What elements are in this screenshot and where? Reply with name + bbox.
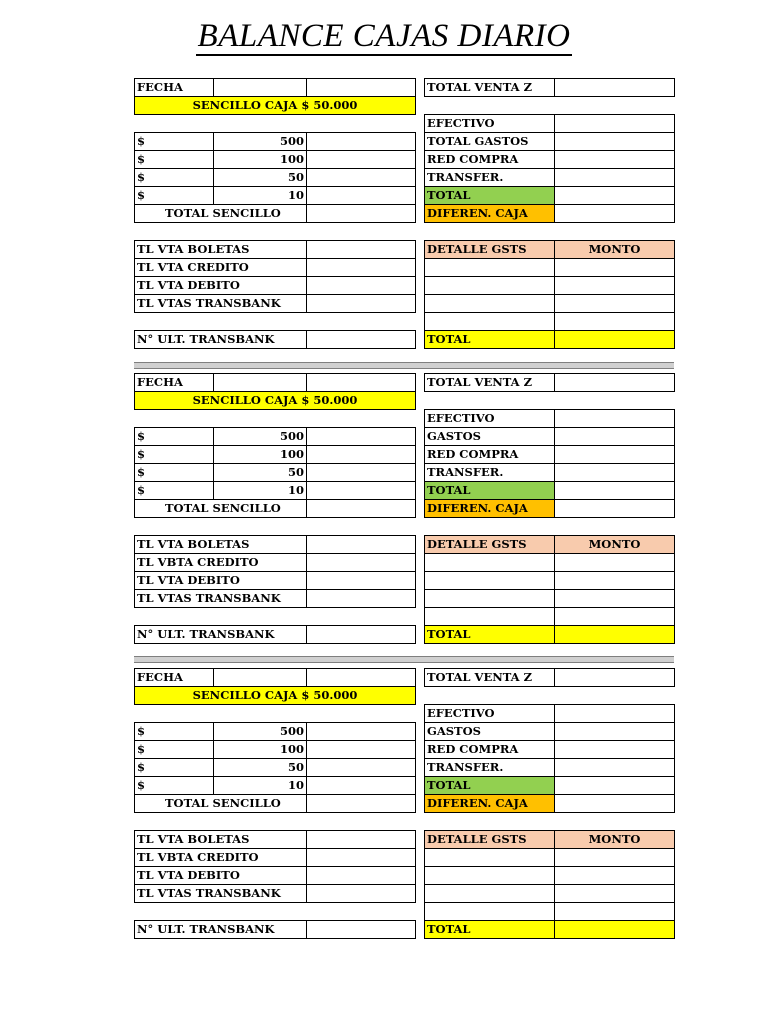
detalle-cell[interactable] <box>425 885 555 903</box>
gastos-total-label: TOTAL <box>425 626 555 644</box>
detalle-row <box>425 554 675 572</box>
gastos-total-row <box>425 331 675 349</box>
detalle-row <box>425 903 675 921</box>
fecha-cell-2[interactable] <box>307 79 416 97</box>
summary-amount-cell[interactable] <box>555 500 675 518</box>
venta-amount-cell[interactable] <box>307 590 416 608</box>
venta-row <box>135 277 416 295</box>
venta-label: TL VTA BOLETAS <box>135 241 307 259</box>
monto-cell[interactable] <box>555 903 675 921</box>
venta-label: TL VTAS TRANSBANK <box>135 295 307 313</box>
coin-denomination: 10 <box>214 482 307 500</box>
sencillo-row <box>135 97 416 115</box>
coin-row <box>135 759 416 777</box>
fecha-cell-2[interactable] <box>307 669 416 687</box>
coin-symbol: $ <box>135 446 214 464</box>
gastos-total-cell[interactable] <box>555 331 675 349</box>
total-sencillo-row <box>135 500 416 518</box>
venta-row <box>135 259 416 277</box>
ult-transbank-label: N° ULT. TRANSBANK <box>135 331 307 349</box>
venta-label: TL VTA BOLETAS <box>135 831 307 849</box>
summary-label: GASTOS <box>425 428 555 446</box>
coin-denomination: 500 <box>214 428 307 446</box>
ult-transbank-row <box>135 331 416 349</box>
coin-denomination: 10 <box>214 187 307 205</box>
venta-amount-cell[interactable] <box>307 572 416 590</box>
total-sencillo-label: TOTAL SENCILLO <box>135 795 307 813</box>
venta-label: TL VTAS TRANSBANK <box>135 885 307 903</box>
coin-denomination: 100 <box>214 151 307 169</box>
left-table <box>134 668 416 939</box>
venta-label: TL VTA BOLETAS <box>135 536 307 554</box>
coin-symbol: $ <box>135 759 214 777</box>
summary-row <box>425 169 675 187</box>
venta-amount-cell[interactable] <box>307 849 416 867</box>
sencillo-row <box>135 392 416 410</box>
detalle-cell[interactable] <box>425 572 555 590</box>
total-sencillo-label: TOTAL SENCILLO <box>135 205 307 223</box>
monto-cell[interactable] <box>555 313 675 331</box>
coin-row <box>135 133 416 151</box>
total-venta-z-label: TOTAL VENTA Z <box>425 669 555 687</box>
block-separator <box>134 656 674 663</box>
coin-amount-cell[interactable] <box>307 133 416 151</box>
coin-denomination: 500 <box>214 133 307 151</box>
monto-header: MONTO <box>555 536 675 554</box>
summary-amount-cell[interactable] <box>555 795 675 813</box>
summary-amount-cell[interactable] <box>555 187 675 205</box>
total-venta-z-row <box>425 79 675 97</box>
total-sencillo-cell[interactable] <box>307 205 416 223</box>
coin-amount-cell[interactable] <box>307 187 416 205</box>
detalle-gsts-header: DETALLE GSTS <box>425 831 555 849</box>
venta-row <box>135 831 416 849</box>
monto-cell[interactable] <box>555 277 675 295</box>
summary-amount-cell[interactable] <box>555 723 675 741</box>
coin-row <box>135 741 416 759</box>
balance-block <box>0 78 768 368</box>
monto-cell[interactable] <box>555 849 675 867</box>
coin-amount-cell[interactable] <box>307 482 416 500</box>
summary-row <box>425 410 675 428</box>
detalle-header-row <box>425 831 675 849</box>
venta-label: TL VTA CREDITO <box>135 259 307 277</box>
detalle-row <box>425 590 675 608</box>
summary-row <box>425 115 675 133</box>
coin-denomination: 100 <box>214 446 307 464</box>
coin-row <box>135 187 416 205</box>
fecha-row <box>135 79 416 97</box>
detalle-header-row <box>425 536 675 554</box>
page-title-text: BALANCE CAJAS DIARIO <box>197 18 571 54</box>
detalle-row <box>425 259 675 277</box>
left-table <box>134 78 416 349</box>
coin-row <box>135 446 416 464</box>
detalle-row <box>425 277 675 295</box>
monto-header: MONTO <box>555 831 675 849</box>
coin-denomination: 50 <box>214 169 307 187</box>
coin-symbol: $ <box>135 187 214 205</box>
monto-cell[interactable] <box>555 554 675 572</box>
left-table <box>134 373 416 644</box>
summary-row <box>425 187 675 205</box>
summary-label: RED COMPRA <box>425 741 555 759</box>
summary-row <box>425 464 675 482</box>
venta-label: TL VTA DEBITO <box>135 277 307 295</box>
detalle-gsts-header: DETALLE GSTS <box>425 241 555 259</box>
summary-amount-cell[interactable] <box>555 777 675 795</box>
total-sencillo-row <box>135 205 416 223</box>
summary-label: TRANSFER. <box>425 464 555 482</box>
fecha-cell-1[interactable] <box>214 669 307 687</box>
coin-amount-cell[interactable] <box>307 464 416 482</box>
right-table <box>424 373 675 644</box>
venta-row <box>135 536 416 554</box>
venta-label: TL VTA DEBITO <box>135 572 307 590</box>
fecha-cell-1[interactable] <box>214 374 307 392</box>
total-venta-z-label: TOTAL VENTA Z <box>425 374 555 392</box>
balance-block <box>0 668 768 958</box>
total-venta-z-row <box>425 669 675 687</box>
total-sencillo-cell[interactable] <box>307 500 416 518</box>
coin-denomination: 100 <box>214 741 307 759</box>
gastos-total-cell[interactable] <box>555 921 675 939</box>
detalle-row <box>425 885 675 903</box>
summary-label: EFECTIVO <box>425 410 555 428</box>
coin-symbol: $ <box>135 741 214 759</box>
detalle-cell[interactable] <box>425 295 555 313</box>
detalle-row <box>425 572 675 590</box>
detalle-cell[interactable] <box>425 554 555 572</box>
summary-row <box>425 482 675 500</box>
fecha-row <box>135 374 416 392</box>
summary-row <box>425 777 675 795</box>
coin-denomination: 10 <box>214 777 307 795</box>
block-separator <box>134 362 674 369</box>
coin-amount-cell[interactable] <box>307 446 416 464</box>
coin-row <box>135 777 416 795</box>
monto-cell[interactable] <box>555 867 675 885</box>
detalle-cell[interactable] <box>425 608 555 626</box>
summary-row <box>425 759 675 777</box>
coin-symbol: $ <box>135 777 214 795</box>
total-venta-z-label: TOTAL VENTA Z <box>425 79 555 97</box>
summary-amount-cell[interactable] <box>555 482 675 500</box>
gastos-total-label: TOTAL <box>425 921 555 939</box>
venta-amount-cell[interactable] <box>307 277 416 295</box>
total-venta-z-cell[interactable] <box>555 79 675 97</box>
monto-cell[interactable] <box>555 590 675 608</box>
venta-label: TL VTAS TRANSBANK <box>135 590 307 608</box>
ult-transbank-cell[interactable] <box>307 331 416 349</box>
coin-row <box>135 482 416 500</box>
venta-row <box>135 295 416 313</box>
coin-symbol: $ <box>135 482 214 500</box>
venta-row <box>135 849 416 867</box>
summary-label: DIFEREN. CAJA <box>425 795 555 813</box>
monto-cell[interactable] <box>555 572 675 590</box>
detalle-cell[interactable] <box>425 277 555 295</box>
venta-amount-cell[interactable] <box>307 867 416 885</box>
venta-row <box>135 241 416 259</box>
fecha-label: FECHA <box>135 79 214 97</box>
summary-amount-cell[interactable] <box>555 759 675 777</box>
summary-label: RED COMPRA <box>425 151 555 169</box>
venta-label: TL VBTA CREDITO <box>135 554 307 572</box>
sencillo-caja-label: SENCILLO CAJA $ 50.000 <box>135 97 416 115</box>
ult-transbank-cell[interactable] <box>307 626 416 644</box>
detalle-cell[interactable] <box>425 867 555 885</box>
coin-symbol: $ <box>135 723 214 741</box>
sencillo-caja-label: SENCILLO CAJA $ 50.000 <box>135 687 416 705</box>
summary-label: DIFEREN. CAJA <box>425 500 555 518</box>
summary-label: DIFEREN. CAJA <box>425 205 555 223</box>
total-sencillo-cell[interactable] <box>307 795 416 813</box>
coin-amount-cell[interactable] <box>307 741 416 759</box>
summary-row <box>425 428 675 446</box>
total-sencillo-label: TOTAL SENCILLO <box>135 500 307 518</box>
summary-label: EFECTIVO <box>425 115 555 133</box>
total-venta-z-cell[interactable] <box>555 374 675 392</box>
summary-amount-cell[interactable] <box>555 741 675 759</box>
detalle-cell[interactable] <box>425 313 555 331</box>
coin-symbol: $ <box>135 133 214 151</box>
detalle-cell[interactable] <box>425 259 555 277</box>
summary-amount-cell[interactable] <box>555 151 675 169</box>
venta-amount-cell[interactable] <box>307 554 416 572</box>
balance-block <box>0 373 768 663</box>
summary-row <box>425 205 675 223</box>
summary-label: TOTAL <box>425 187 555 205</box>
sencillo-caja-label: SENCILLO CAJA $ 50.000 <box>135 392 416 410</box>
detalle-row <box>425 295 675 313</box>
monto-cell[interactable] <box>555 608 675 626</box>
detalle-cell[interactable] <box>425 903 555 921</box>
coin-symbol: $ <box>135 428 214 446</box>
monto-cell[interactable] <box>555 259 675 277</box>
venta-row <box>135 554 416 572</box>
summary-label: TOTAL <box>425 482 555 500</box>
summary-row <box>425 151 675 169</box>
fecha-label: FECHA <box>135 669 214 687</box>
total-sencillo-row <box>135 795 416 813</box>
venta-amount-cell[interactable] <box>307 295 416 313</box>
coin-amount-cell[interactable] <box>307 428 416 446</box>
coin-denomination: 500 <box>214 723 307 741</box>
monto-cell[interactable] <box>555 295 675 313</box>
coin-row <box>135 723 416 741</box>
summary-row <box>425 446 675 464</box>
monto-cell[interactable] <box>555 885 675 903</box>
coin-row <box>135 464 416 482</box>
fecha-cell-1[interactable] <box>214 79 307 97</box>
coin-amount-cell[interactable] <box>307 759 416 777</box>
summary-amount-cell[interactable] <box>555 115 675 133</box>
ult-transbank-cell[interactable] <box>307 921 416 939</box>
coin-amount-cell[interactable] <box>307 151 416 169</box>
venta-row <box>135 572 416 590</box>
summary-label: EFECTIVO <box>425 705 555 723</box>
venta-amount-cell[interactable] <box>307 831 416 849</box>
ult-transbank-row <box>135 921 416 939</box>
right-table <box>424 78 675 349</box>
gastos-total-row <box>425 626 675 644</box>
ult-transbank-label: N° ULT. TRANSBANK <box>135 626 307 644</box>
venta-label: TL VTA DEBITO <box>135 867 307 885</box>
coin-symbol: $ <box>135 169 214 187</box>
coin-denomination: 50 <box>214 464 307 482</box>
summary-amount-cell[interactable] <box>555 133 675 151</box>
monto-header: MONTO <box>555 241 675 259</box>
detalle-cell[interactable] <box>425 590 555 608</box>
coin-row <box>135 428 416 446</box>
summary-amount-cell[interactable] <box>555 205 675 223</box>
fecha-label: FECHA <box>135 374 214 392</box>
coin-amount-cell[interactable] <box>307 169 416 187</box>
venta-amount-cell[interactable] <box>307 241 416 259</box>
summary-label: RED COMPRA <box>425 446 555 464</box>
coin-amount-cell[interactable] <box>307 723 416 741</box>
coin-symbol: $ <box>135 464 214 482</box>
detalle-row <box>425 313 675 331</box>
summary-label: TOTAL GASTOS <box>425 133 555 151</box>
summary-row <box>425 723 675 741</box>
summary-label: GASTOS <box>425 723 555 741</box>
summary-amount-cell[interactable] <box>555 410 675 428</box>
fecha-row <box>135 669 416 687</box>
coin-symbol: $ <box>135 151 214 169</box>
summary-amount-cell[interactable] <box>555 169 675 187</box>
detalle-cell[interactable] <box>425 849 555 867</box>
ult-transbank-row <box>135 626 416 644</box>
gastos-total-label: TOTAL <box>425 331 555 349</box>
coin-amount-cell[interactable] <box>307 777 416 795</box>
venta-row <box>135 867 416 885</box>
page-title <box>0 18 768 55</box>
gastos-total-cell[interactable] <box>555 626 675 644</box>
fecha-cell-2[interactable] <box>307 374 416 392</box>
coin-denomination: 50 <box>214 759 307 777</box>
venta-row <box>135 885 416 903</box>
detalle-gsts-header: DETALLE GSTS <box>425 536 555 554</box>
summary-row <box>425 705 675 723</box>
venta-label: TL VBTA CREDITO <box>135 849 307 867</box>
detalle-row <box>425 608 675 626</box>
detalle-row <box>425 849 675 867</box>
summary-amount-cell[interactable] <box>555 446 675 464</box>
gastos-total-row <box>425 921 675 939</box>
summary-amount-cell[interactable] <box>555 464 675 482</box>
summary-row <box>425 795 675 813</box>
summary-label: TRANSFER. <box>425 169 555 187</box>
detalle-header-row <box>425 241 675 259</box>
venta-amount-cell[interactable] <box>307 885 416 903</box>
detalle-row <box>425 867 675 885</box>
right-table <box>424 668 675 939</box>
venta-row <box>135 590 416 608</box>
summary-label: TOTAL <box>425 777 555 795</box>
total-venta-z-row <box>425 374 675 392</box>
summary-label: TRANSFER. <box>425 759 555 777</box>
sencillo-row <box>135 687 416 705</box>
summary-amount-cell[interactable] <box>555 428 675 446</box>
venta-amount-cell[interactable] <box>307 259 416 277</box>
coin-row <box>135 169 416 187</box>
summary-amount-cell[interactable] <box>555 705 675 723</box>
coin-row <box>135 151 416 169</box>
summary-row <box>425 133 675 151</box>
summary-row <box>425 741 675 759</box>
venta-amount-cell[interactable] <box>307 536 416 554</box>
summary-row <box>425 500 675 518</box>
total-venta-z-cell[interactable] <box>555 669 675 687</box>
ult-transbank-label: N° ULT. TRANSBANK <box>135 921 307 939</box>
